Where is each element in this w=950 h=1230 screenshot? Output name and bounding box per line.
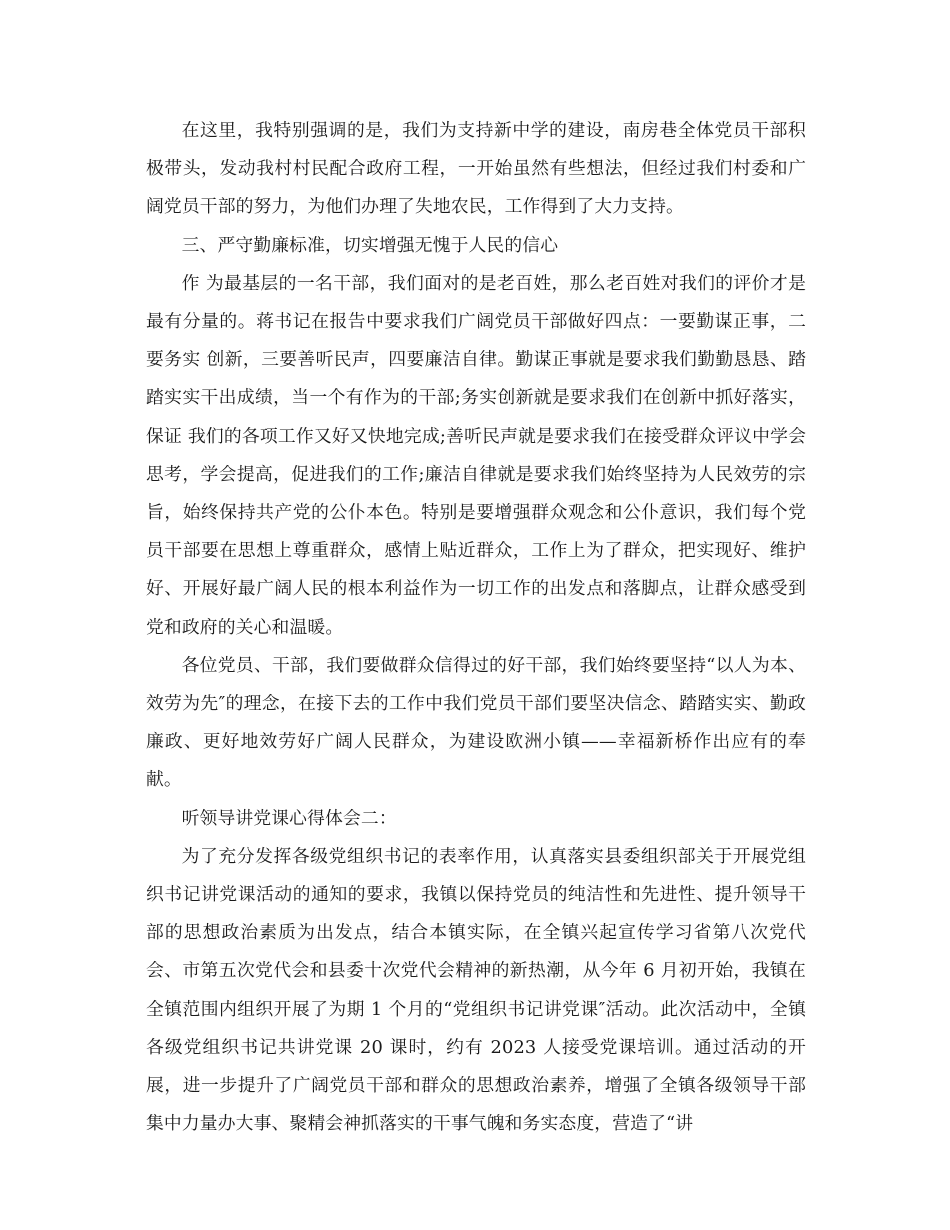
paragraph-villager-support: 在这里，我特别强调的是，我们为支持新中学的建设，南房巷全体党员干部积极带头，发动我村村民配合政府工程，一开始虽然有些想法，但经过我们村委和广阔党员干部的努力，为他们办理了失地农民，工作得到了大力支持。	[146, 120, 806, 218]
document-body	[146, 112, 806, 1143]
section-heading-three: 三、严守勤廉标准，切实增强无愧于人民的信心	[181, 234, 559, 256]
section-heading-part-two: 听领导讲党课心得体会二：	[181, 807, 397, 829]
paragraph-closing-appeal: 各位党员、干部，我们要做群众信得过的好干部，我们始终要坚持“以人为本、效劳为先″的理念，在接下去的工作中我们党员干部们要坚决信念、踏踏实实、勤政廉政、更好地效劳好广阔人民群众，为建设欧洲小镇——幸福新桥作出应有的奉献。	[146, 654, 806, 791]
paragraph-grassroots-cadre: 作 为最基层的一名干部，我们面对的是老百姓，那么老百姓对我们的评价才是最有分量的。蒋书记在报告中要求我们广阔党员干部做好四点：一要勤谋正事，二要务实 创新，三要善听民声，四要廉洁自律。勤谋正事就是要求我们勤勤恳恳、踏踏实实干出成绩，当一个有作为的干部;务实创新就是要求我们在创新中抓好落实，保证 我们的各项工作又好又快地完成;善听民声就是要求我们在接受群众评议中学会思考，学会提高，促进我们的工作;廉洁自律就是要求我们始终坚持为人民效劳的宗 旨，始终保持共产党的公仆本色。特别是要增强群众观念和公仆意识，我们每个党员干部要在思想上尊重群众，感情上贴近群众，工作上为了群众，把实现好、维护 好、开展好最广阔人民的根本利益作为一切工作的出发点和落脚点，让群众感受到党和政府的关心和温暖。	[146, 272, 806, 638]
paragraph-party-lecture-activity: 为了充分发挥各级党组织书记的表率作用，认真落实县委组织部关于开展党组织书记讲党课活动的通知的要求，我镇以保持党员的纯洁性和先进性、提升领导干部的思想政治素质为出发点，结合本镇实际，在全镇兴起宣传学习省第八次党代会、市第五次党代会和县委十次党代会精神的新热潮，从今年 6 月初开始，我镇在全镇范围内组织开展了为期 1 个月的“党组织书记讲党课″活动。此次活动中，全镇各级党组织书记共讲党课 20 课时，约有 2023 人接受党课培训。通过活动的开展，进一步提升了广阔党员干部和群众的思想政治素养，增强了全镇各级领导干部集中力量办大事、聚精会神抓落实的干事气魄和务实态度，营造了“讲	[146, 845, 806, 1135]
